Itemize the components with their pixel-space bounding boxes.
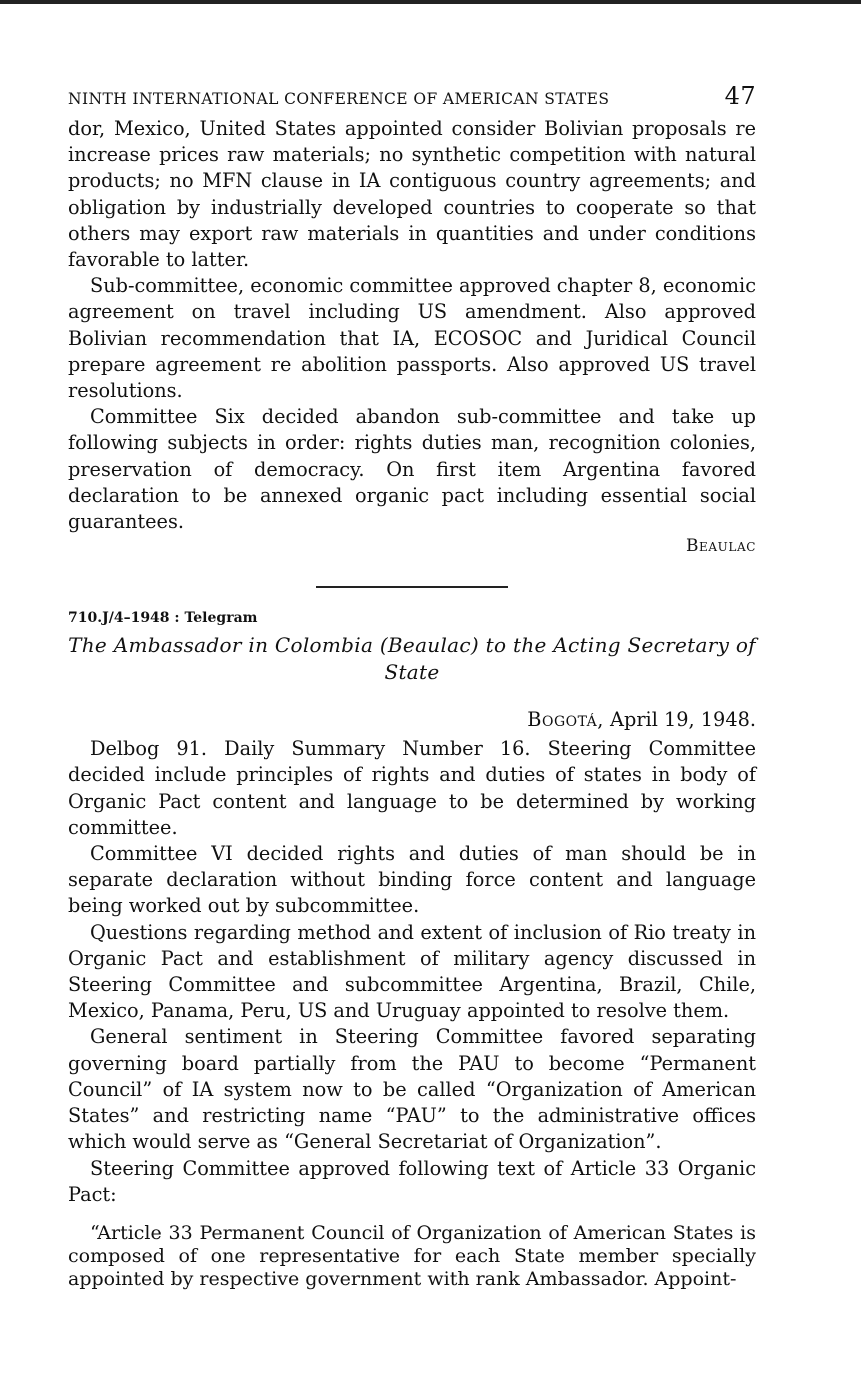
dateline-date: April 19, 1948. <box>603 708 756 732</box>
quoted-article: “Article 33 Permanent Council of Organization of American States is composed of one representative for each State member specially appointed by respective government with rank Ambassador. Appoint- <box>68 1221 756 1290</box>
body-paragraph: dor, Mexico, United States appointed consider Bolivian proposals re increase prices raw materials; no synthetic competition with natural products; no MFN clause in IA contiguous country agreements; and obligation by industrially developed countries to cooperate so that others may export raw materials in quantities and under conditions favorable to latter. <box>68 117 756 272</box>
telegram-paragraph: Steering Committee approved following text of Article 33 Organic Pact: <box>68 1156 756 1206</box>
body-paragraph: Sub-committee, economic committee approved chapter 8, economic agreement on travel including US amendment. Also approved Bolivian recommendation that IA, ECOSOC and Juridical Council prepare agreement re abolition passports. Also approved US travel resolutions. <box>68 274 756 403</box>
telegram-paragraph: Delbog 91. Daily Summary Number 16. Steering Committee decided include principles of rights and duties of states in body of Organic Pact content and language to be determined by working committee. <box>68 737 756 839</box>
signature: Beaulac <box>685 536 756 557</box>
section-divider <box>316 586 508 588</box>
telegram-paragraph: Committee VI decided rights and duties of man should be in separate declaration without binding force content and language being worked out by subcommittee. <box>68 842 756 918</box>
top-edge-rule <box>0 0 861 4</box>
document-page <box>68 82 756 1291</box>
telegram-paragraph: Questions regarding method and extent of inclusion of Rio treaty in Organic Pact and establishment of military agency discussed in Steering Committee and subcommittee Argentina, Brazil, Chile, Mexico, Panama, Peru, US and Uruguay appointed to resolve them. <box>68 920 756 1023</box>
body-paragraph: Committee Six decided abandon sub-committee and take up following subjects in order: rights duties man, recognition colonies, preservation of democracy. On first item Argentina favored declaration to be annexed organic pact including essential social guarantees. <box>68 405 756 534</box>
page-number: 47 <box>724 82 756 110</box>
running-header <box>68 82 756 116</box>
running-title: NINTH INTERNATIONAL CONFERENCE OF AMERICAN STATES <box>68 90 610 108</box>
telegram-paragraph: General sentiment in Steering Committee favored separating governing board partially from the PAU to become “Permanent Council” of IA system now to be called “Organization of American States” and restricting name “PAU” to the administrative offices which would serve as “General Secretariat of Organization”. <box>68 1025 756 1154</box>
dateline-place: Bogotá, <box>527 708 604 732</box>
file-reference: 710.J/4–1948 : Telegram <box>68 610 258 627</box>
document-title: The Ambassador in Colombia (Beaulac) to the Acting Secretary of State <box>68 633 756 685</box>
dateline <box>68 708 756 736</box>
